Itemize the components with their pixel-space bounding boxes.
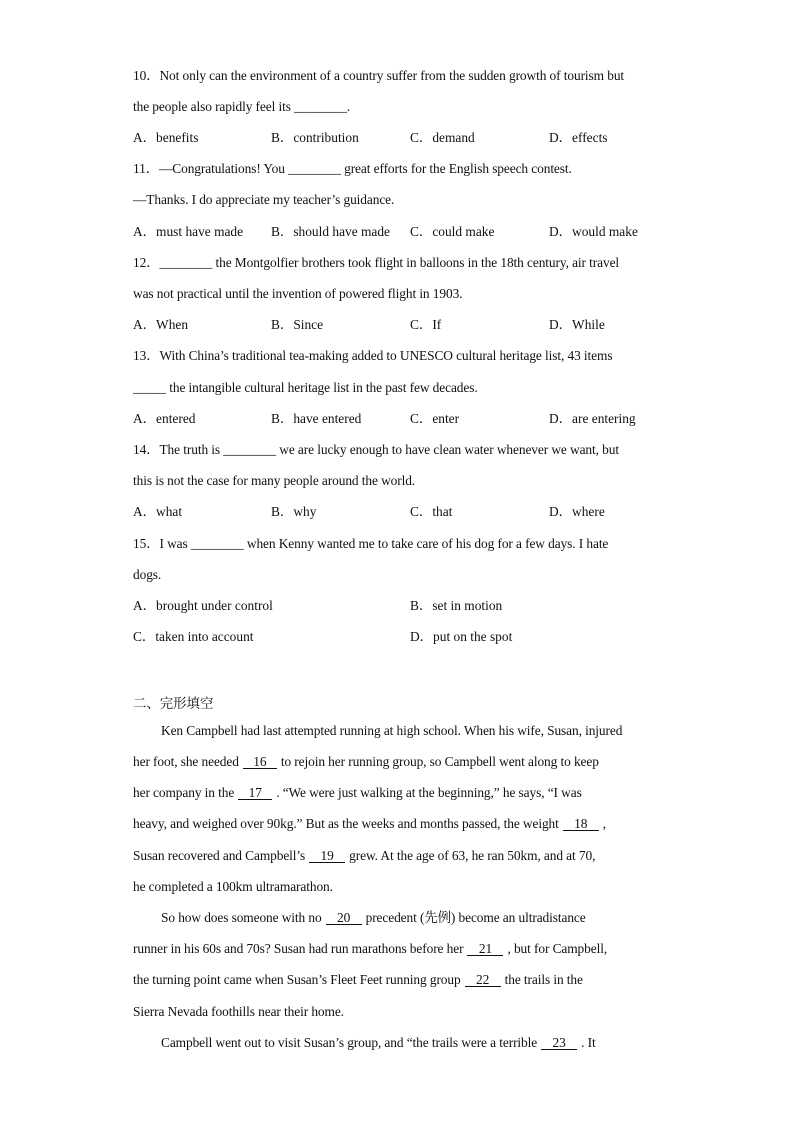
cloze-p2-line-3	[133, 971, 663, 989]
question-12-line-2: was not practical until the invention of powered flight in 1903.	[133, 286, 463, 301]
question-10-option-a: A．benefits	[133, 130, 199, 145]
question-12-option-a: A．When	[133, 317, 189, 332]
section-title-cloze: 二、完形填空	[133, 697, 214, 712]
question-12-option-b: B．Since	[271, 317, 324, 332]
question-12-option-c: C．If	[410, 317, 442, 332]
cloze-text: the trails in the	[504, 972, 583, 987]
cloze-p1-line-2	[133, 753, 663, 771]
question-13-option-a: A．entered	[133, 411, 196, 426]
cloze-p1-line-1: Ken Campbell had last attempted running at high school. When his wife, Susan, injured	[161, 723, 623, 738]
question-10-option-d: D．effects	[549, 130, 608, 145]
cloze-text: heavy, and weighed over 90kg.” But as the weeks and months passed, the weight	[133, 816, 559, 831]
question-14-option-b: B．why	[271, 504, 317, 519]
cloze-text: Campbell went out to visit Susan’s group, and “the trails were a terrible	[161, 1035, 538, 1050]
question-11-line-2: —Thanks. I do appreciate my teacher’s guidance.	[133, 192, 395, 207]
blank-19[interactable]: 19	[309, 849, 345, 863]
question-10-line-2: the people also rapidly feel its ________.	[133, 99, 351, 114]
blank-20[interactable]: 20	[326, 911, 362, 925]
question-13-line-2: _____ the intangible cultural heritage list in the past few decades.	[133, 380, 478, 395]
question-14-line-2: this is not the case for many people around the world.	[133, 473, 416, 488]
cloze-p1-line-5	[133, 847, 663, 865]
blank-21[interactable]: 21	[467, 942, 503, 956]
question-13-option-b: B．have entered	[271, 411, 362, 426]
question-11-option-d: D．would make	[549, 224, 638, 239]
cloze-p1-line-4	[133, 815, 663, 833]
cloze-text: Susan recovered and Campbell’s	[133, 848, 306, 863]
question-11-line-1: 11．—Congratulations! You ________ great efforts for the English speech contest.	[133, 161, 572, 176]
question-15-option-d: D．put on the spot	[410, 629, 513, 644]
cloze-p1-line-3	[133, 784, 663, 802]
blank-16[interactable]: 16	[243, 755, 277, 769]
question-14-option-a: A．what	[133, 504, 183, 519]
question-13-line-1: 13．With China’s traditional tea-making added to UNESCO cultural heritage list, 43 items	[133, 348, 613, 363]
cloze-p2-line-4: Sierra Nevada foothills near their home.	[133, 1004, 344, 1019]
cloze-text: So how does someone with no	[161, 910, 322, 925]
question-11-option-a: A．must have made	[133, 224, 244, 239]
question-15-option-b: B．set in motion	[410, 598, 503, 613]
question-14-option-d: D．where	[549, 504, 605, 519]
question-14-line-1: 14．The truth is ________ we are lucky enough to have clean water whenever we want, but	[133, 442, 619, 457]
cloze-text: precedent (先例) become an ultradistance	[365, 910, 586, 925]
question-15-line-2: dogs.	[133, 567, 162, 582]
question-12-option-d: D．While	[549, 317, 605, 332]
cloze-text: , but for Campbell,	[507, 941, 608, 956]
question-15-line-1: 15．I was ________ when Kenny wanted me to take care of his dog for a few days. I hate	[133, 536, 609, 551]
question-15-option-a: A．brought under control	[133, 598, 273, 613]
question-11-option-c: C．could make	[410, 224, 495, 239]
cloze-text: her foot, she needed	[133, 754, 239, 769]
question-14-option-c: C．that	[410, 504, 453, 519]
cloze-text: runner in his 60s and 70s? Susan had run marathons before her	[133, 941, 464, 956]
cloze-p2-line-2	[133, 940, 663, 958]
question-10-line-1: 10．Not only can the environment of a country suffer from the sudden growth of tourism but	[133, 68, 625, 83]
cloze-text: . “We were just walking at the beginning,” he says, “I was	[276, 785, 582, 800]
blank-23[interactable]: 23	[541, 1036, 577, 1050]
cloze-p3-line-1	[161, 1034, 661, 1052]
question-15-option-c: C．taken into account	[133, 629, 254, 644]
cloze-text: her company in the	[133, 785, 235, 800]
cloze-p1-line-6: he completed a 100km ultramarathon.	[133, 879, 333, 894]
cloze-text: to rejoin her running group, so Campbell went along to keep	[280, 754, 599, 769]
question-11-option-b: B．should have made	[271, 224, 391, 239]
cloze-text: . It	[581, 1035, 596, 1050]
blank-18[interactable]: 18	[563, 817, 599, 831]
question-13-option-d: D．are entering	[549, 411, 636, 426]
cloze-p2-line-1	[161, 909, 661, 927]
question-12-line-1: 12．________ the Montgolfier brothers took flight in balloons in the 18th century, air travel	[133, 255, 620, 270]
question-10-option-c: C．demand	[410, 130, 475, 145]
blank-22[interactable]: 22	[465, 973, 501, 987]
question-13-option-c: C．enter	[410, 411, 460, 426]
cloze-text: ,	[602, 816, 607, 831]
blank-17[interactable]: 17	[238, 786, 272, 800]
cloze-text: grew. At the age of 63, he ran 50km, and at 70,	[349, 848, 596, 863]
question-10-option-b: B．contribution	[271, 130, 359, 145]
cloze-text: the turning point came when Susan’s Fleet Feet running group	[133, 972, 461, 987]
